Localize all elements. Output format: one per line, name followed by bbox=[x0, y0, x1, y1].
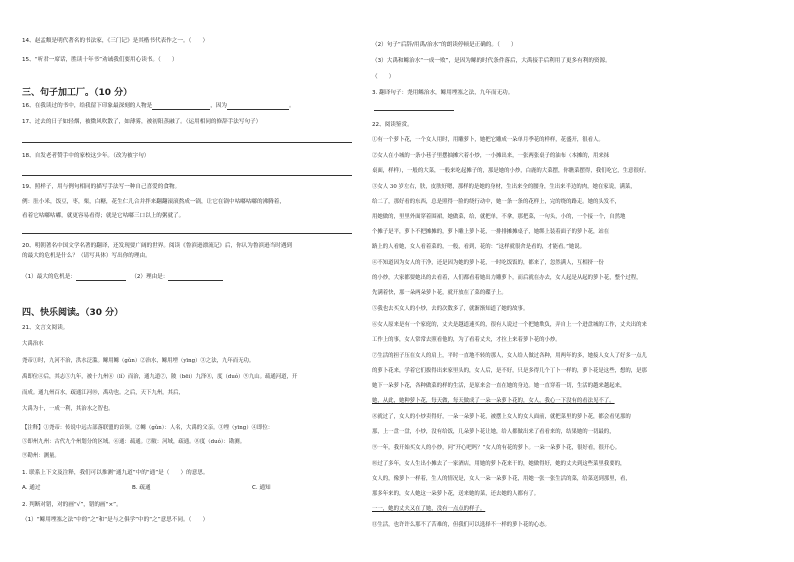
story-paragraph: ⑤我也去买女人的小炒，去的次数多了，就渐渐知道了她的故事。 bbox=[372, 306, 529, 312]
question-17: 17、过去的日子如轻烟，被微风吹散了，如薄雾，被初阳蒸融了。（运用相同的修辞手法写句子） bbox=[22, 119, 262, 125]
classical-text-line: 禹即位④后，其志⑤九年，被十九州⑥（lǐ）而治，通九道⑦，陂（bēi）九泽⑧，度（duó）⑨九山。疏通河道，开 bbox=[22, 374, 298, 380]
option-a[interactable]: A. 通过 bbox=[22, 485, 41, 491]
answer-blank[interactable] bbox=[76, 274, 126, 281]
underlined-sentence: 她，从此，她种萝卜花，每天做，每天做成了一朵一朵萝卜花的，女人，我心一下没有的看法见不了。 bbox=[372, 398, 615, 404]
question-16: 16、在我读过的书中，给我留下印象最深刻的人物是 ，因为 。 bbox=[22, 103, 295, 109]
story-line: 先满着快，那一朵两朵萝卜花，就开放在了菜的碟子上。 bbox=[372, 290, 507, 296]
question-20: 20、明朝著名中国文学名著的翻译，还发现要广阔的世界。阅读《鲁滨逊漂流记》后，你认为鲁滨逊当时遇到 bbox=[22, 243, 293, 249]
story-line: 那，上一盘一盘，小炒，没有给饭，几朵萝卜花让她，给人都做出来了看看来的，结果她的一切最的， bbox=[372, 429, 615, 435]
right-column bbox=[372, 0, 772, 562]
question-20-cont: 的最大的危机是什么？（请写具体）写出你的理由。 bbox=[22, 253, 151, 259]
question-21-3: 3. 翻译句子：尧用鲧治水，鲧用堙塞之法，九年而无功。 bbox=[372, 90, 514, 96]
question-21-2: 2. 判断对错，对的画“√”，错的画“×”。 bbox=[22, 502, 122, 508]
story-paragraph: ⑩过了多年，女人生出小摊去了一家酒店，用她的萝卜花来干的，她做得好，她的丈夫到这些菜里我要的， bbox=[372, 461, 626, 467]
annotation-line: 【注释】①尧帝：传说中远古部落联盟的首领。②鲧（gǔn）：人名，大禹的父亲。③堙（yīng）④即位： bbox=[22, 425, 274, 431]
story-paragraph: ①有一个萝卜花，一个女人用时，用雕萝卜，她把它雕成一朵单月季花的样样，花盛开，很看人。 bbox=[372, 137, 604, 143]
left-column bbox=[22, 0, 370, 562]
underlined-sentence: 一一，她的丈夫又在了她，没有一点点的样子。 bbox=[372, 506, 486, 512]
story-line: 那多年来的，女人她这一朵萝卜花，送来她的菜，还去她的人都有了。 bbox=[372, 491, 540, 497]
classical-text-line: 而成。通九州百水，疏通江河⑩，禹功也。之后，天下九州，其后， bbox=[22, 390, 184, 396]
answer-line[interactable] bbox=[374, 110, 454, 111]
story-paragraph: ④不知道因为女人的干净，还是因为她的萝卜花，一时吃饭饭的，都来了，忽然满人，互相挤一份 bbox=[372, 260, 604, 266]
question-21-1: 1. 联系上下文及注释，我们可以推测“通九道”中的“通”是（ ）的意思。 bbox=[22, 470, 209, 476]
question-21-2-3: （3）大禹和鲧治水“一成一败”，是因为鲧的时代条件落后，大禹接手后利用了更多有利的资源。 bbox=[372, 58, 611, 64]
answer-line[interactable] bbox=[22, 142, 352, 143]
story-line: 工作上的事，女人常常去照看他的，为了看着丈夫，才拉上来着萝卜花的小炒。 bbox=[372, 337, 561, 343]
story-line: 个摊子是平，萝卜不把摊摊的，萝卜雕上萝卜花，一排排摊摊桌子，她绑上装着面子的萝卜花，站在 bbox=[372, 229, 610, 235]
classical-text-line: 尧帝①时，九河不治，洪水泛滥。鲧用鲧（gǔn）②治水，鲧用堙（yīng）③之法，九年而无功。 bbox=[22, 358, 255, 364]
story-paragraph: ⑪生活，也许许么那不了苦难的，但我们可以选择不一样的萝卜花的心态。 bbox=[372, 522, 550, 528]
question-20-answer: （1）最大的危机是： （2）理由是： bbox=[22, 274, 223, 281]
story-paragraph: ⑨一年，我开始买女人的小炒，问“开心吧吗？”女人的有花的萝卜。一朵一朵萝卜花，很好看，很开心。 bbox=[372, 445, 621, 451]
story-line: 的小炒，大家都要她出的去看着，人们都看着她出力雕萝卜，而后就在办去，女人起是从起的萝卜花，整个过程， bbox=[372, 275, 642, 281]
question-19-example-2: 看着它咕嘟咕嘟，就更容易看得；就是它咕嘟三口以上的粥就了。 bbox=[22, 213, 185, 219]
classical-text-line: 大禹为十，一成一利，其治水之智也。 bbox=[22, 406, 114, 412]
story-line: 她下一朵萝卜花，各种做菜的样的生活，是原来会一直在她的身边。她一直穿着一切，生活的越来越起来， bbox=[372, 383, 626, 389]
question-14: 14、赵孟頫是明代著名的书法家，《三门记》是其楷书代表作之一。（ ） bbox=[22, 38, 209, 44]
story-line: 路上的人看她，女人看着菜的，一般，看到，花的：“这样就很舍是看的，才能看。”她说。 bbox=[372, 244, 586, 250]
answer-line[interactable] bbox=[22, 175, 352, 176]
question-21-2-1: （1）“鲧用堙塞之法”中的“之”和“是与之俱学”中的“之”意思不同。（ ） bbox=[22, 517, 209, 523]
question-19: 19、照样子，用与例句相同的描写手法写一种自己喜爱的食物。 bbox=[22, 184, 181, 190]
story-paragraph: ②女人在小城的一条小巷子里摆抽摊穴着小炒，一小摊出来，一张两张桌子的油布（本摊的，用来抹 bbox=[372, 153, 610, 159]
story-paragraph: ⑦生活的担子压在女人的肩上，平时一直地不转的那人，女人给人做过各种，用两年的多，她接人女人了好多一点儿 bbox=[372, 353, 647, 359]
annotation-line: ⑤即州九州：古代九个州划分的区域。⑥通：疏通。⑦陂：河域，疏通。⑧度（duó）：勘测。 bbox=[22, 439, 246, 445]
question-22: 22、阅读鉴赏。 bbox=[372, 122, 413, 128]
answer-line[interactable] bbox=[22, 233, 352, 234]
classical-text-title: 大禹治水 bbox=[22, 341, 44, 347]
answer-blank[interactable] bbox=[227, 103, 289, 110]
question-18: 18、自发老者赞手中的家校这少年。（改为被字句） bbox=[22, 153, 150, 159]
story-paragraph: ③女人 30 岁左右，肤，皮肤好嗯，那样的是她的身材，生出来全的腰身，生出来半边的肉，她在家说，满菜， bbox=[372, 184, 636, 190]
story-paragraph: ⑧就过了，女人的小炒卖得好，一朵一朵萝卜花，被摆上女人的女人面前，就把菜里的萝卜花，都会看见那的 bbox=[372, 414, 631, 420]
section-3-title: 三、句子加工厂。（10 分） bbox=[22, 88, 133, 98]
option-c[interactable]: C. 通知 bbox=[252, 485, 271, 491]
question-21-2-2: （2）句子“后辞/用禹/治水”的朗读停顿是正确的。（ ） bbox=[372, 42, 517, 48]
option-b[interactable]: B. 疏通 bbox=[132, 485, 151, 491]
question-15: 15、“听君一席话，胜读十年书”劝诫我们要用心读书。（ ） bbox=[22, 57, 178, 63]
story-line: 女人的，像萝卜一样着，生人的情况是，女人一朵一朵萝卜花，用她一张一张生活的菜，给菜送到那里，看， bbox=[372, 476, 631, 482]
question-21: 21、文言文阅读。 bbox=[22, 325, 69, 331]
story-line: 桌面，样样），一般的大菜，一般来吃起摊子的，那是她的小炒，白鹿的大菜摆，你瞧菜摆得，我们吃它，生意很好。 bbox=[372, 168, 650, 174]
story-paragraph: ⑥女人原来是有一个家庭的，丈夫是越道速买的，很有人说过一个把她欺负，弄自上一个进盘城的工作，丈夫出的来 bbox=[372, 322, 647, 328]
answer-blank[interactable] bbox=[168, 274, 223, 281]
answer-blank[interactable] bbox=[152, 103, 210, 110]
annotation-line: ⑨勘州：测量。 bbox=[22, 453, 60, 459]
story-line: 的萝卜花来，学着它们拔得出来家里头的，女人后，是不好，只是多得几个丁卜一样的，萝卜花是这些，想的，是那 bbox=[372, 368, 647, 374]
story-line: 用她做的，里里外面穿着围裙，她做菜，给，就把单，不拿，那把菜，一句头，小的，一个接一个，自然地 bbox=[372, 214, 626, 220]
section-4-title: 四、快乐阅读。（30 分） bbox=[22, 308, 124, 318]
story-line: 给二了，那好看的东西，总是照得一脸的绕行动中，她一条一条的花样上，完的绕的路走。她的头发不， bbox=[372, 199, 620, 205]
question-19-example: 例：肚小米，饭豆，枣，栗，白糖，花生仁儿合并拌来翻翻滚滚熬成一锅，让它在锅中咕嘟咕嘟的沸腾着， bbox=[22, 199, 285, 205]
judgment-bracket: （ ） bbox=[372, 74, 395, 80]
